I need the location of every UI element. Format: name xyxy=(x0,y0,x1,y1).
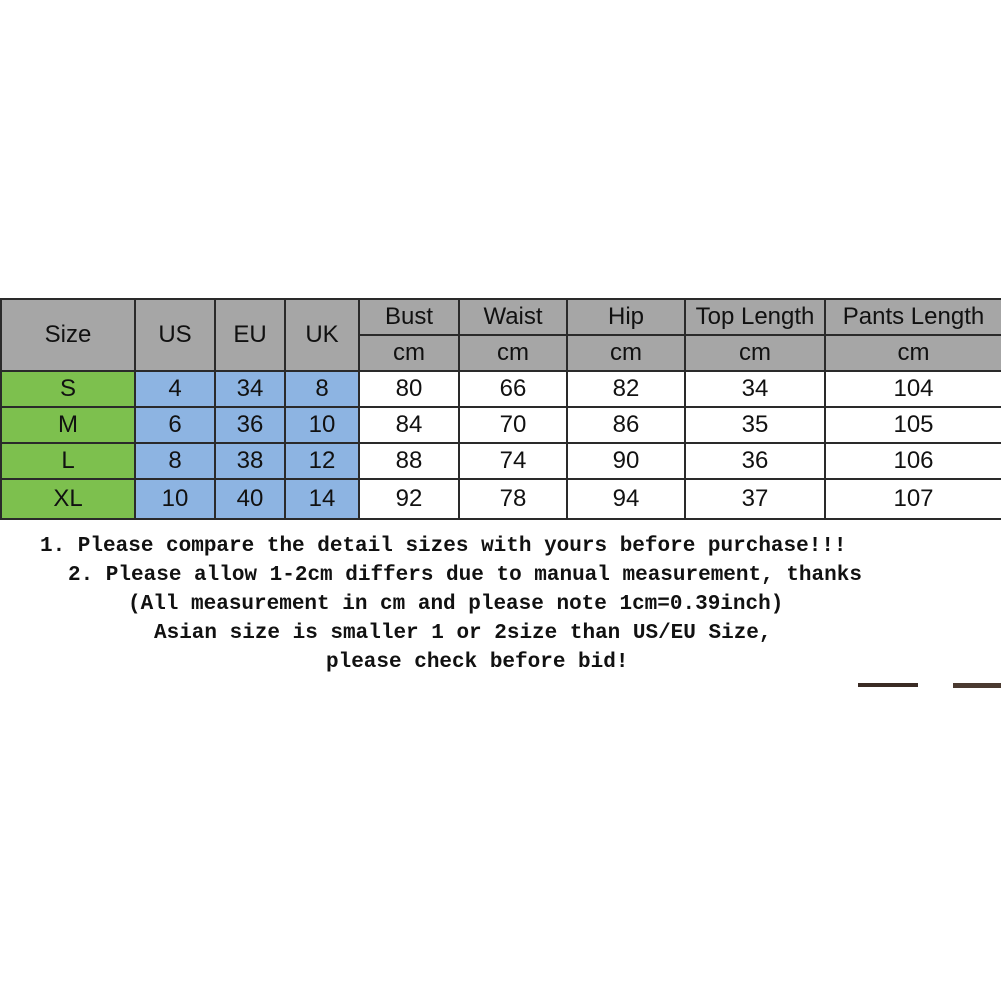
uk-size: 8 xyxy=(285,371,359,407)
bust-value: 80 xyxy=(359,371,459,407)
header-size: Size xyxy=(1,299,135,371)
uk-size: 12 xyxy=(285,443,359,479)
header-row xyxy=(1,299,1001,335)
size-chart xyxy=(0,298,1001,520)
top-length-value: 35 xyxy=(685,407,825,443)
note-asian-size: Asian size is smaller 1 or 2size than US/EU Size, xyxy=(154,622,772,645)
top-length-value: 34 xyxy=(685,371,825,407)
table-row xyxy=(1,407,1001,443)
eu-size: 36 xyxy=(215,407,285,443)
eu-size: 34 xyxy=(215,371,285,407)
pants-length-value: 104 xyxy=(825,371,1001,407)
cropped-photo-edge xyxy=(858,683,1001,689)
header-us: US xyxy=(135,299,215,371)
us-size: 8 xyxy=(135,443,215,479)
hip-value: 94 xyxy=(567,479,685,519)
size-label: S xyxy=(1,371,135,407)
header-top-length: Top Length xyxy=(685,299,825,335)
note-allowance: 2. Please allow 1-2cm differs due to manual measurement, thanks xyxy=(68,564,862,587)
us-size: 10 xyxy=(135,479,215,519)
size-label: M xyxy=(1,407,135,443)
uk-size: 14 xyxy=(285,479,359,519)
top-length-value: 37 xyxy=(685,479,825,519)
us-size: 6 xyxy=(135,407,215,443)
header-bust: Bust xyxy=(359,299,459,335)
unit-waist: cm xyxy=(459,335,567,371)
header-eu: EU xyxy=(215,299,285,371)
note-compare: 1. Please compare the detail sizes with yours before purchase!!! xyxy=(40,535,847,558)
table-row xyxy=(1,479,1001,519)
table-row xyxy=(1,371,1001,407)
size-label: L xyxy=(1,443,135,479)
measurement-notes xyxy=(0,532,1001,684)
bust-value: 88 xyxy=(359,443,459,479)
us-size: 4 xyxy=(135,371,215,407)
header-uk: UK xyxy=(285,299,359,371)
unit-hip: cm xyxy=(567,335,685,371)
unit-top-length: cm xyxy=(685,335,825,371)
hip-value: 82 xyxy=(567,371,685,407)
eu-size: 38 xyxy=(215,443,285,479)
header-hip: Hip xyxy=(567,299,685,335)
hip-value: 86 xyxy=(567,407,685,443)
note-check-before-bid: please check before bid! xyxy=(326,651,629,674)
header-waist: Waist xyxy=(459,299,567,335)
bust-value: 92 xyxy=(359,479,459,519)
size-table xyxy=(0,298,1001,520)
unit-bust: cm xyxy=(359,335,459,371)
waist-value: 74 xyxy=(459,443,567,479)
pants-length-value: 107 xyxy=(825,479,1001,519)
eu-size: 40 xyxy=(215,479,285,519)
waist-value: 66 xyxy=(459,371,567,407)
waist-value: 70 xyxy=(459,407,567,443)
header-pants-length: Pants Length xyxy=(825,299,1001,335)
pants-length-value: 106 xyxy=(825,443,1001,479)
uk-size: 10 xyxy=(285,407,359,443)
table-row xyxy=(1,443,1001,479)
pants-length-value: 105 xyxy=(825,407,1001,443)
waist-value: 78 xyxy=(459,479,567,519)
size-label: XL xyxy=(1,479,135,519)
bust-value: 84 xyxy=(359,407,459,443)
photo-fragment xyxy=(858,683,918,687)
note-units: (All measurement in cm and please note 1cm=0.39inch) xyxy=(128,593,784,616)
unit-pants-length: cm xyxy=(825,335,1001,371)
photo-fragment xyxy=(953,683,1001,688)
top-length-value: 36 xyxy=(685,443,825,479)
hip-value: 90 xyxy=(567,443,685,479)
